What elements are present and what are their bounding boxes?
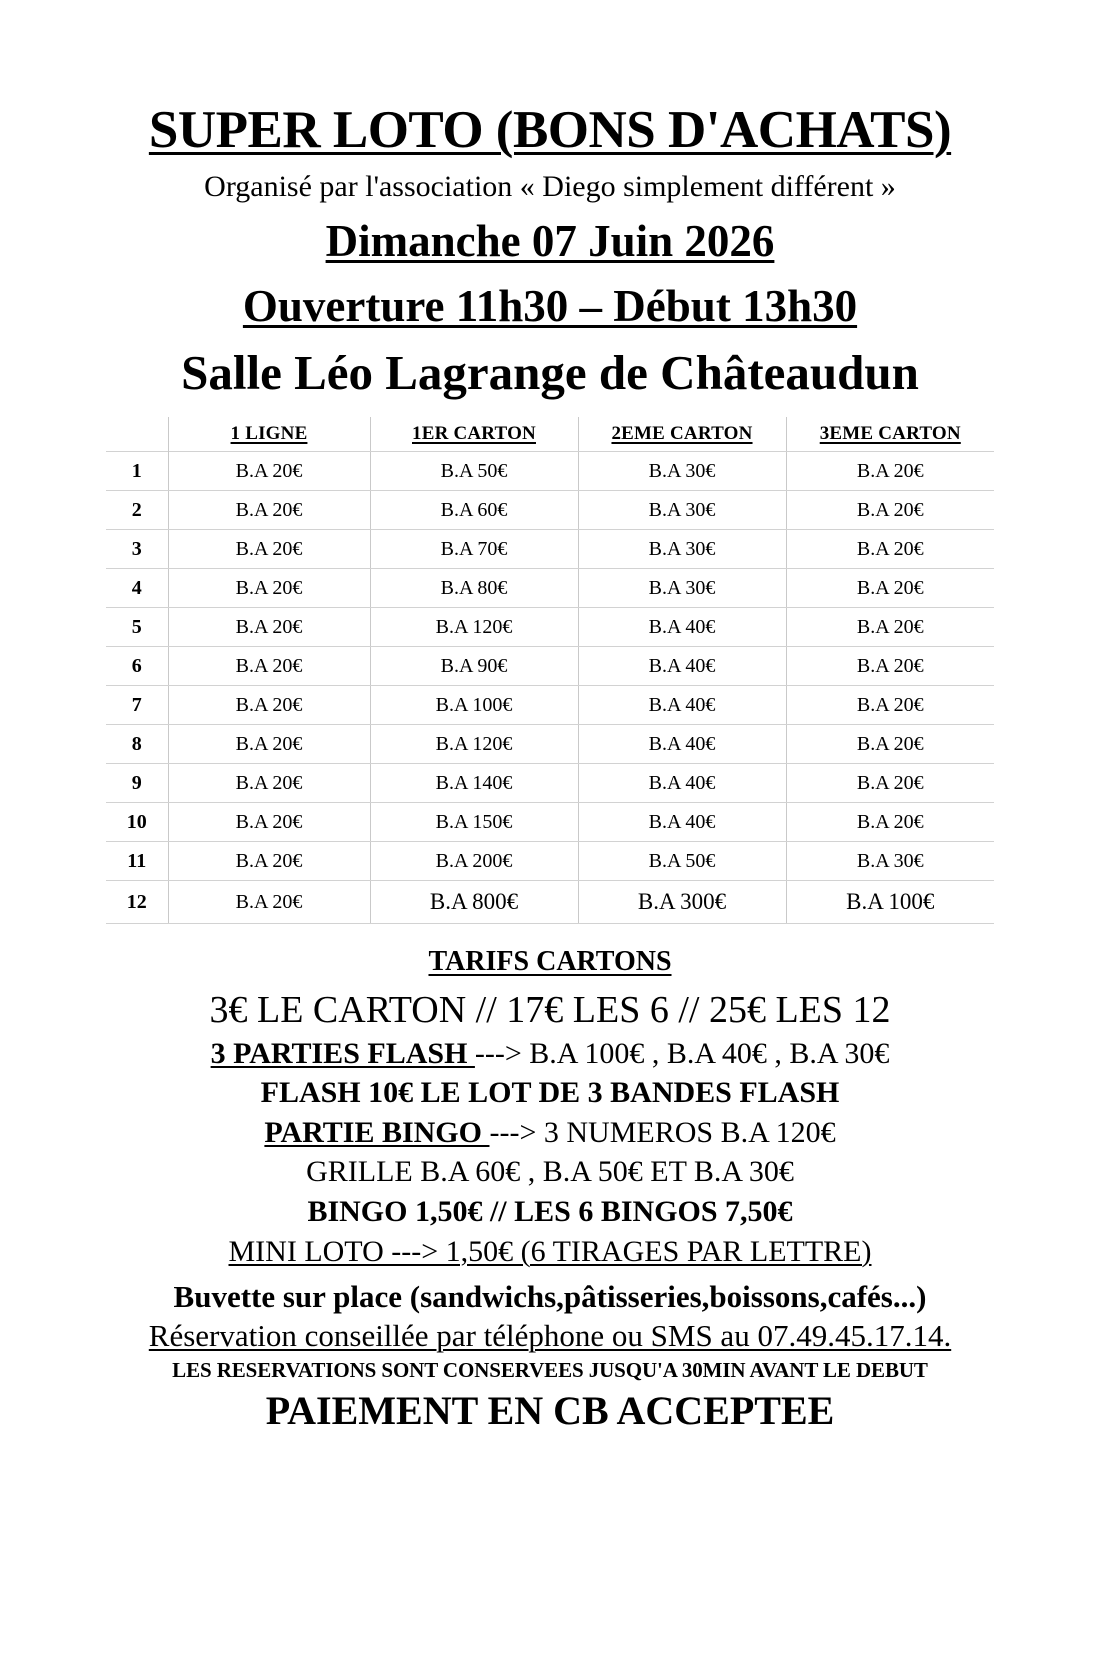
column-header-ligne-text: 1 LIGNE [230, 423, 308, 444]
cell-carton3: B.A 20€ [786, 607, 994, 646]
mini-loto-text: MINI LOTO ---> 1,50€ (6 TIRAGES PAR LETTRE) [228, 1234, 872, 1268]
cell-carton1: B.A 150€ [370, 802, 578, 841]
cell-ligne: B.A 20€ [168, 841, 370, 880]
poster-header [52, 101, 1048, 400]
row-number: 12 [106, 880, 168, 923]
prize-table-head [106, 417, 994, 452]
prize-table-body [106, 451, 994, 923]
cell-carton1: B.A 90€ [370, 646, 578, 685]
cell-carton1: B.A 50€ [370, 451, 578, 490]
row-number: 10 [106, 802, 168, 841]
cell-carton1: B.A 70€ [370, 529, 578, 568]
page-title-text: SUPER LOTO (BONS D'ACHATS) [148, 101, 952, 159]
row-number: 5 [106, 607, 168, 646]
table-row [106, 568, 994, 607]
cell-carton2: B.A 40€ [578, 685, 786, 724]
cell-ligne: B.A 20€ [168, 724, 370, 763]
cell-ligne: B.A 20€ [168, 451, 370, 490]
table-row [106, 685, 994, 724]
row-number: 7 [106, 685, 168, 724]
table-row [106, 451, 994, 490]
poster-page [0, 101, 1100, 1659]
cell-ligne: B.A 20€ [168, 802, 370, 841]
row-number: 6 [106, 646, 168, 685]
cell-carton3: B.A 30€ [786, 841, 994, 880]
cell-ligne: B.A 20€ [168, 490, 370, 529]
cell-carton3: B.A 100€ [786, 880, 994, 923]
partie-bingo-line [52, 1116, 1048, 1150]
cell-carton3: B.A 20€ [786, 646, 994, 685]
event-hours-text: Ouverture 11h30 – Début 13h30 [242, 280, 858, 331]
cell-carton2: B.A 40€ [578, 802, 786, 841]
cell-carton3: B.A 20€ [786, 568, 994, 607]
row-number: 4 [106, 568, 168, 607]
column-header-carton2-text: 2EME CARTON [611, 423, 753, 444]
cell-carton1: B.A 140€ [370, 763, 578, 802]
cell-carton1: B.A 120€ [370, 607, 578, 646]
cell-carton3: B.A 20€ [786, 763, 994, 802]
row-number: 1 [106, 451, 168, 490]
cell-carton1: B.A 100€ [370, 685, 578, 724]
column-header-carton1-text: 1ER CARTON [412, 423, 536, 444]
table-row [106, 607, 994, 646]
mini-loto-line [52, 1235, 1048, 1269]
cell-carton2: B.A 300€ [578, 880, 786, 923]
column-header-carton1 [370, 417, 578, 452]
cell-carton3: B.A 20€ [786, 529, 994, 568]
carton-price-line: 3€ LE CARTON // 17€ LES 6 // 25€ LES 12 [209, 988, 891, 1031]
cell-ligne: B.A 20€ [168, 646, 370, 685]
row-number: 2 [106, 490, 168, 529]
cell-carton2: B.A 30€ [578, 451, 786, 490]
table-row [106, 841, 994, 880]
event-venue: Salle Léo Lagrange de Châteaudun [181, 344, 919, 400]
tariffs-section [52, 945, 1048, 1269]
cell-carton2: B.A 40€ [578, 724, 786, 763]
cell-carton2: B.A 40€ [578, 646, 786, 685]
flash-parties-value: ---> B.A 100€ , B.A 40€ , B.A 30€ [474, 1036, 890, 1070]
cell-carton3: B.A 20€ [786, 802, 994, 841]
grille-line: GRILLE B.A 60€ , B.A 50€ ET B.A 30€ [306, 1155, 794, 1189]
prize-table [106, 417, 994, 924]
reservation-note: LES RESERVATIONS SONT CONSERVEES JUSQU'A 30MIN AVANT LE DEBUT [172, 1358, 928, 1383]
tariffs-heading-text: TARIFS CARTONS [428, 945, 672, 977]
cell-ligne: B.A 20€ [168, 568, 370, 607]
partie-bingo-label: PARTIE BINGO [264, 1115, 490, 1149]
table-row [106, 724, 994, 763]
table-row [106, 763, 994, 802]
cell-ligne: B.A 20€ [168, 607, 370, 646]
column-header-carton3 [786, 417, 994, 452]
cell-carton2: B.A 40€ [578, 763, 786, 802]
reservation-line [52, 1319, 1048, 1353]
poster-footer [52, 1280, 1048, 1432]
table-row [106, 646, 994, 685]
row-number: 3 [106, 529, 168, 568]
bingo-price-line: BINGO 1,50€ // LES 6 BINGOS 7,50€ [307, 1194, 793, 1228]
cell-carton1: B.A 120€ [370, 724, 578, 763]
flash-parties-line [52, 1037, 1048, 1071]
prize-table-wrapper [52, 417, 1048, 924]
cell-carton2: B.A 30€ [578, 529, 786, 568]
cell-carton2: B.A 40€ [578, 607, 786, 646]
row-number: 9 [106, 763, 168, 802]
payment-line: PAIEMENT EN CB ACCEPTEE [265, 1388, 835, 1434]
tariffs-heading [52, 945, 1048, 977]
table-corner-cell [106, 417, 168, 452]
cell-carton2: B.A 50€ [578, 841, 786, 880]
cell-ligne: B.A 20€ [168, 880, 370, 923]
cell-ligne: B.A 20€ [168, 763, 370, 802]
column-header-carton2 [578, 417, 786, 452]
cell-carton1: B.A 80€ [370, 568, 578, 607]
table-header-row [106, 417, 994, 452]
partie-bingo-value: ---> 3 NUMEROS B.A 120€ [489, 1115, 836, 1149]
column-header-ligne [168, 417, 370, 452]
cell-carton3: B.A 20€ [786, 451, 994, 490]
cell-carton3: B.A 20€ [786, 724, 994, 763]
buvette-line: Buvette sur place (sandwichs,pâtisseries,boissons,cafés...) [173, 1279, 927, 1315]
event-hours [52, 280, 1048, 331]
table-row [106, 490, 994, 529]
cell-carton1: B.A 200€ [370, 841, 578, 880]
cell-carton3: B.A 20€ [786, 490, 994, 529]
cell-carton1: B.A 60€ [370, 490, 578, 529]
cell-ligne: B.A 20€ [168, 685, 370, 724]
event-date-text: Dimanche 07 Juin 2026 [325, 215, 775, 266]
cell-ligne: B.A 20€ [168, 529, 370, 568]
table-row [106, 802, 994, 841]
row-number: 11 [106, 841, 168, 880]
table-row [106, 880, 994, 923]
cell-carton2: B.A 30€ [578, 490, 786, 529]
reservation-text: Réservation conseillée par téléphone ou SMS au 07.49.45.17.14. [148, 1318, 952, 1354]
column-header-carton3-text: 3EME CARTON [819, 423, 961, 444]
cell-carton3: B.A 20€ [786, 685, 994, 724]
event-date [52, 215, 1048, 266]
page-title [52, 101, 1048, 159]
cell-carton1: B.A 800€ [370, 880, 578, 923]
table-row [106, 529, 994, 568]
row-number: 8 [106, 724, 168, 763]
organizer-subtitle: Organisé par l'association « Diego simplement différent » [204, 170, 896, 203]
flash-lot-line: FLASH 10€ LE LOT DE 3 BANDES FLASH [260, 1076, 840, 1110]
cell-carton2: B.A 30€ [578, 568, 786, 607]
flash-parties-label: 3 PARTIES FLASH [210, 1036, 475, 1070]
